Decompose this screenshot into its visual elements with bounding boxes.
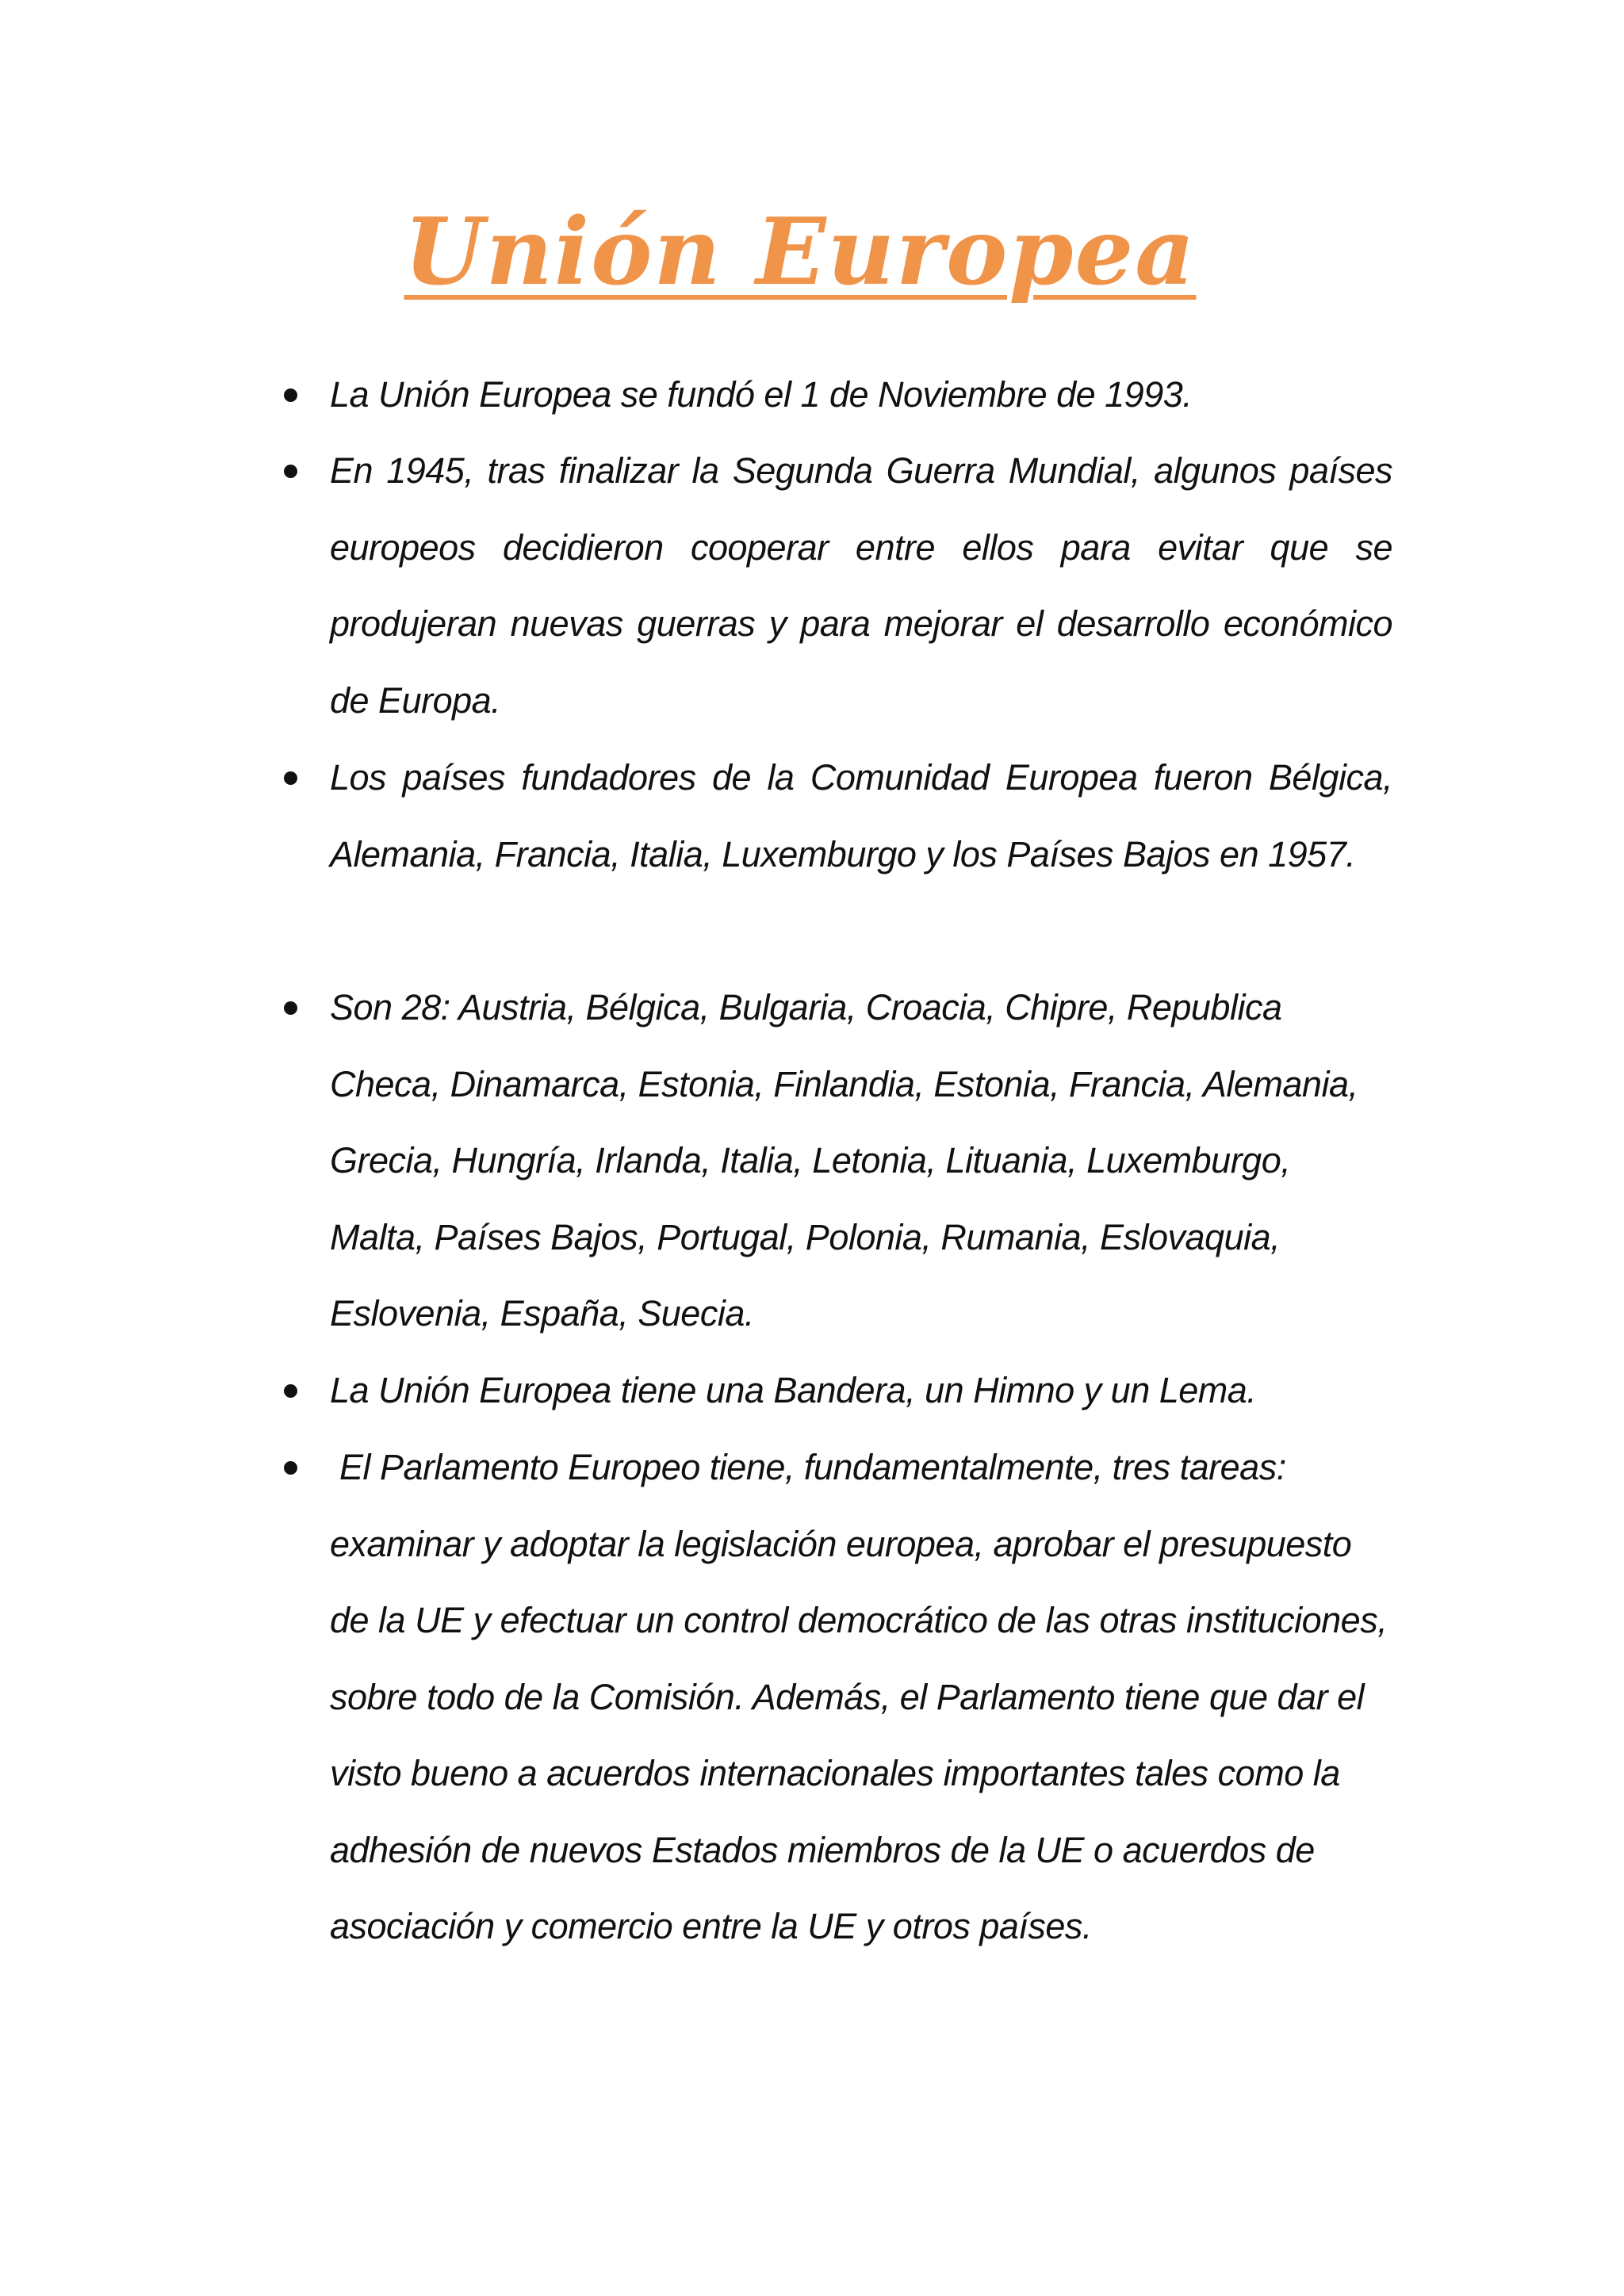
list-item-text: La Unión Europea se fundó el 1 de Noviembre de 1993. <box>330 374 1193 415</box>
bullet-icon <box>284 465 297 478</box>
bullet-icon <box>284 1461 297 1475</box>
list-item-text: La Unión Europea tiene una Bandera, un Himno y un Lema. <box>330 1370 1257 1410</box>
list-item-text: El Parlamento Europeo tiene, fundamentalmente, tres tareas: examinar y adoptar la legislación europea, aprobar el presupuesto de la UE y efectuar un control democrático de las otras instituciones, sobre todo de la Comisión. Además, el Parlamento tiene que dar el visto bueno a acuerdos internacionales importantes tales como la adhesión de nuevos Estados miembros de la UE o acuerdos de asociación y comercio entre la UE y otros países. <box>330 1447 1397 1946</box>
bullet-icon <box>284 771 297 785</box>
list-item <box>330 433 1392 739</box>
list-item-text: Son 28: Austria, Bélgica, Bulgaria, Croacia, Chipre, Republica Checa, Dinamarca, Estonia, Finlandia, Estonia, Francia, Alemania, Grecia, Hungría, Irlanda, Italia, Letonia, Lituania, Luxemburgo, Malta, Países Bajos, Portugal, Polonia, Rumania, Eslovaquia, Eslovenia, España, Suecia. <box>330 987 1358 1334</box>
list-item <box>330 357 1392 434</box>
bullet-icon <box>284 1001 297 1015</box>
list-item <box>330 1353 1392 1429</box>
bullet-icon <box>284 1384 297 1398</box>
list-item <box>330 740 1392 893</box>
list-item-text: Los países fundadores de la Comunidad Europea fueron Bélgica, Alemania, Francia, Italia, Luxemburgo y los Países Bajos en 1957. <box>330 757 1392 874</box>
list-item-text: En 1945, tras finalizar la Segunda Guerra Mundial, algunos países europeos decidieron cooperar entre ellos para evitar que se produjeran nuevas guerras y para mejorar el desarrollo económico de Europa. <box>330 450 1392 721</box>
list-item <box>330 970 1392 1353</box>
bullet-icon <box>284 388 297 402</box>
list-item <box>330 1429 1397 1965</box>
document-title: Unión Europea <box>404 198 1197 306</box>
